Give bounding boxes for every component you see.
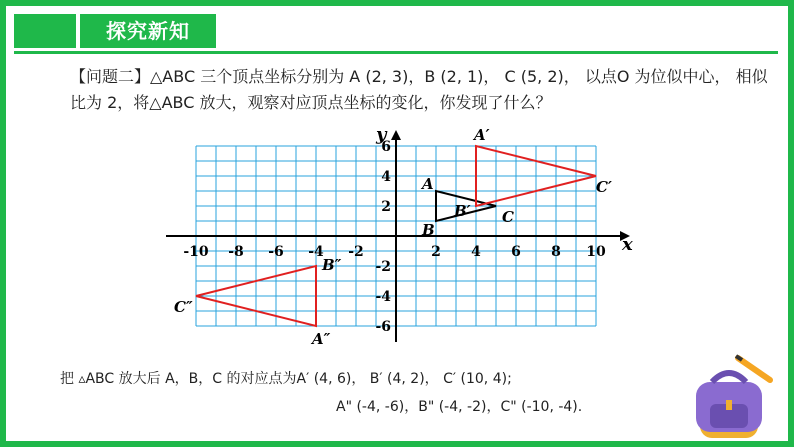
vertex-label: A″ [312,330,331,348]
x-axis-label: x [622,234,633,255]
x-tick-label: -4 [308,244,324,260]
page-title: 探究新知 [80,14,216,48]
y-tick-label: 4 [381,169,391,185]
backpack-pencil-icon [690,352,780,442]
y-axis-arrow [391,130,401,140]
vertex-label: C″ [174,298,193,316]
x-tick-label: -2 [348,244,364,260]
y-tick-label: -2 [375,259,391,275]
x-tick-label: 2 [431,244,441,260]
vertex-label: B′ [454,202,471,220]
x-tick-label: -10 [183,244,209,260]
y-tick-label: 2 [381,199,391,215]
x-tick-label: 4 [471,244,481,260]
vertex-label: C′ [596,178,612,196]
x-tick-label: 8 [551,244,561,260]
vertex-label: B [422,221,435,239]
y-axis-label: y [376,124,387,145]
y-tick-label: -4 [375,289,391,305]
vertex-label: B″ [322,256,342,274]
x-tick-label: -6 [268,244,284,260]
x-tick-label: 10 [586,244,606,260]
vertex-label: A [422,175,434,193]
vertex-label: C [502,208,514,226]
answer-line-2: A" (-4, -6)，B" (-4, -2)，C" (-10, -4). [336,399,583,415]
vertex-label: A′ [474,126,490,144]
x-tick-label: -8 [228,244,244,260]
problem-text: 【问题二】△ABC 三个顶点坐标分别为 A (2, 3)，B (2, 1)， C (5, 2)， 以点O 为位似中心， 相似比为 2，将△ABC 放大，观察对应顶点坐标的变化，你发现了什么？ [70,67,768,112]
x-tick-label: 6 [511,244,521,260]
y-tick-label: -6 [375,319,391,335]
answer-line-1: 把 ▵ABC 放大后 A，B，C 的对应点为A′ (4, 6)， B′ (4, 2)， C′ (10, 4); [60,371,512,387]
y-tick-label: 6 [381,139,391,155]
